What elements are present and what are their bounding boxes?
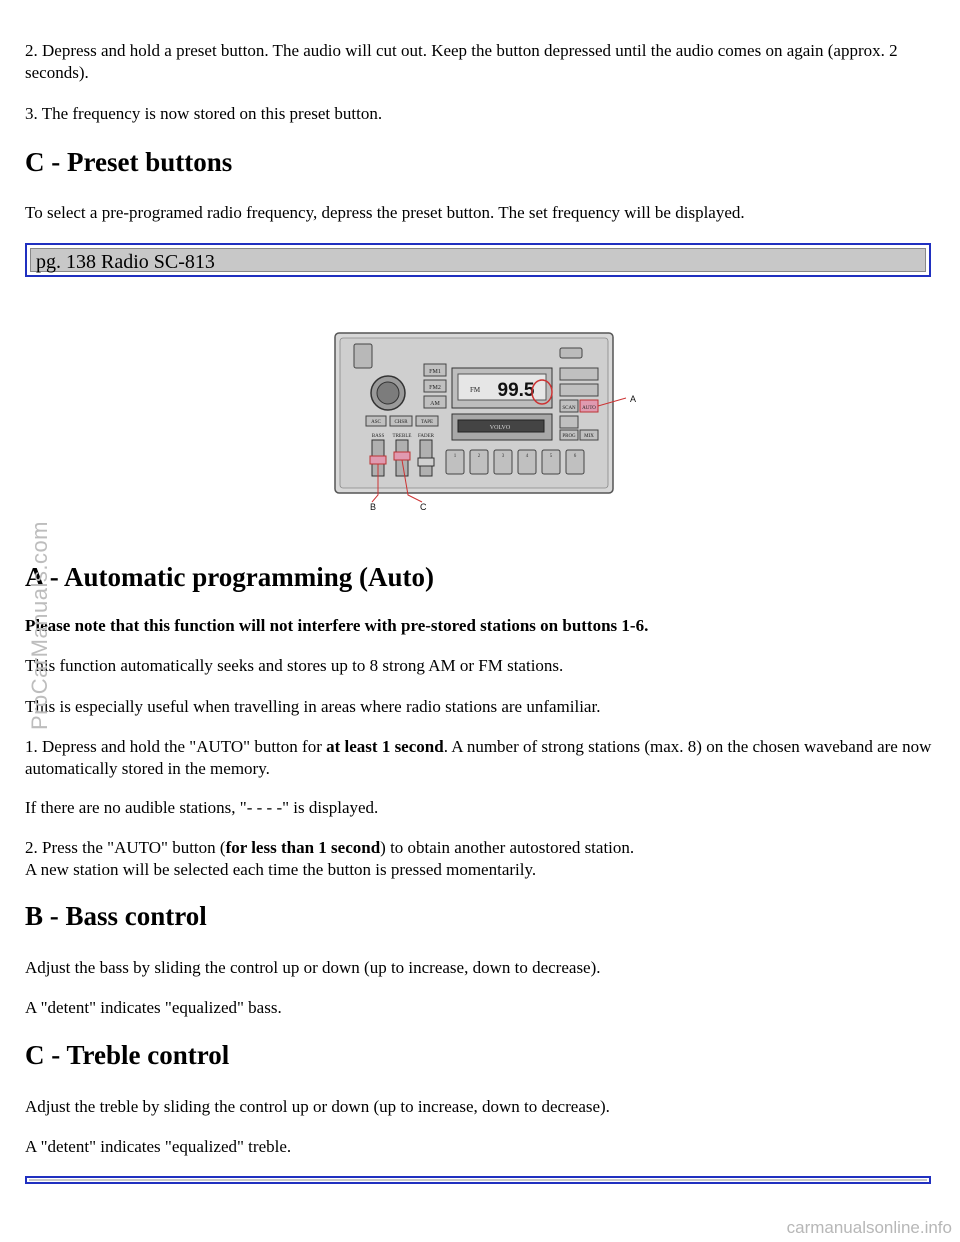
callout-c: C xyxy=(420,502,427,512)
asc-label: ASC xyxy=(371,420,381,425)
auto-label: AUTO xyxy=(582,406,596,411)
heading-bass-control: B - Bass control xyxy=(25,901,207,931)
heading-preset-buttons: C - Preset buttons xyxy=(25,147,233,177)
preset-6: 6 xyxy=(573,454,577,459)
auto-p3: If there are no audible stations, "- - - -" is displayed. xyxy=(25,798,379,817)
auto-p1: This function automatically seeks and stores up to 8 strong AM or FM stations. xyxy=(25,656,564,675)
preset-5: 5 xyxy=(549,454,553,459)
auto-step-2: 2. Press the "AUTO" button (for less than 1 second) to obtain another autostored station. A new station will be selected each time the button is pressed momentarily. xyxy=(25,838,635,879)
bottom-watermark: carmanualsonline.info xyxy=(786,1218,952,1237)
band-label: FM xyxy=(470,386,481,394)
preset-3: 3 xyxy=(501,454,505,459)
auto-p2: This is especially useful when travelling in areas where radio stations are unfamiliar. xyxy=(25,697,601,716)
treble-p1: Adjust the treble by sliding the control up or down (up to increase, down to decrease). xyxy=(25,1097,610,1116)
preset-buttons-text: To select a pre-programed radio frequency, depress the preset button. The set frequency will be displayed. xyxy=(25,203,745,222)
preset-2: 2 xyxy=(477,454,481,459)
page-banner xyxy=(25,243,931,277)
preset-4: 4 xyxy=(525,454,529,459)
auto-step-1: 1. Depress and hold the "AUTO" button for at least 1 second. A number of strong stations (max. 8) on the chosen waveband are now automatically stored in the memory. xyxy=(25,737,932,778)
bass-slider-label: BASS xyxy=(371,434,385,439)
chsr-label: CHSR xyxy=(394,420,408,425)
callout-a: A xyxy=(630,394,637,404)
side-watermark: ProCarManuals.com xyxy=(27,520,52,730)
fm2-label: FM2 xyxy=(429,385,441,391)
fader-slider-label: FADER xyxy=(417,434,435,439)
treble-p2: A "detent" indicates "equalized" treble. xyxy=(25,1137,292,1156)
frequency-display: 99.5 xyxy=(497,380,535,401)
scan-label: SCAN xyxy=(562,406,576,411)
mix-label: MIX xyxy=(584,434,594,439)
auto-note: Please note that this function will not interfere with pre-stored stations on buttons 1-6. xyxy=(25,616,649,635)
intro-step-3: 3. The frequency is now stored on this preset button. xyxy=(25,104,383,123)
fm1-label: FM1 xyxy=(429,369,441,375)
heading-treble-control: C - Treble control xyxy=(25,1040,230,1070)
cassette-brand: VOLVO xyxy=(489,425,511,431)
tape-label: TAPE xyxy=(420,420,434,425)
treble-slider-label: TREBLE xyxy=(392,434,412,439)
radio-illustration xyxy=(330,330,650,515)
bass-p1: Adjust the bass by sliding the control up or down (up to increase, down to decrease). xyxy=(25,958,601,977)
am-label: AM xyxy=(430,401,440,407)
intro-step-2: 2. Depress and hold a preset button. The audio will cut out. Keep the button depressed until the audio comes on again (approx. 2 seconds). xyxy=(25,41,898,82)
callout-b: B xyxy=(370,502,377,512)
prog-label: PROG xyxy=(562,434,576,439)
bottom-banner xyxy=(25,1176,931,1184)
preset-1: 1 xyxy=(453,454,457,459)
banner-text: pg. 138 Radio SC-813 xyxy=(36,251,215,273)
bass-p2: A "detent" indicates "equalized" bass. xyxy=(25,998,282,1017)
heading-automatic-programming: A - Automatic programming (Auto) xyxy=(25,562,434,592)
